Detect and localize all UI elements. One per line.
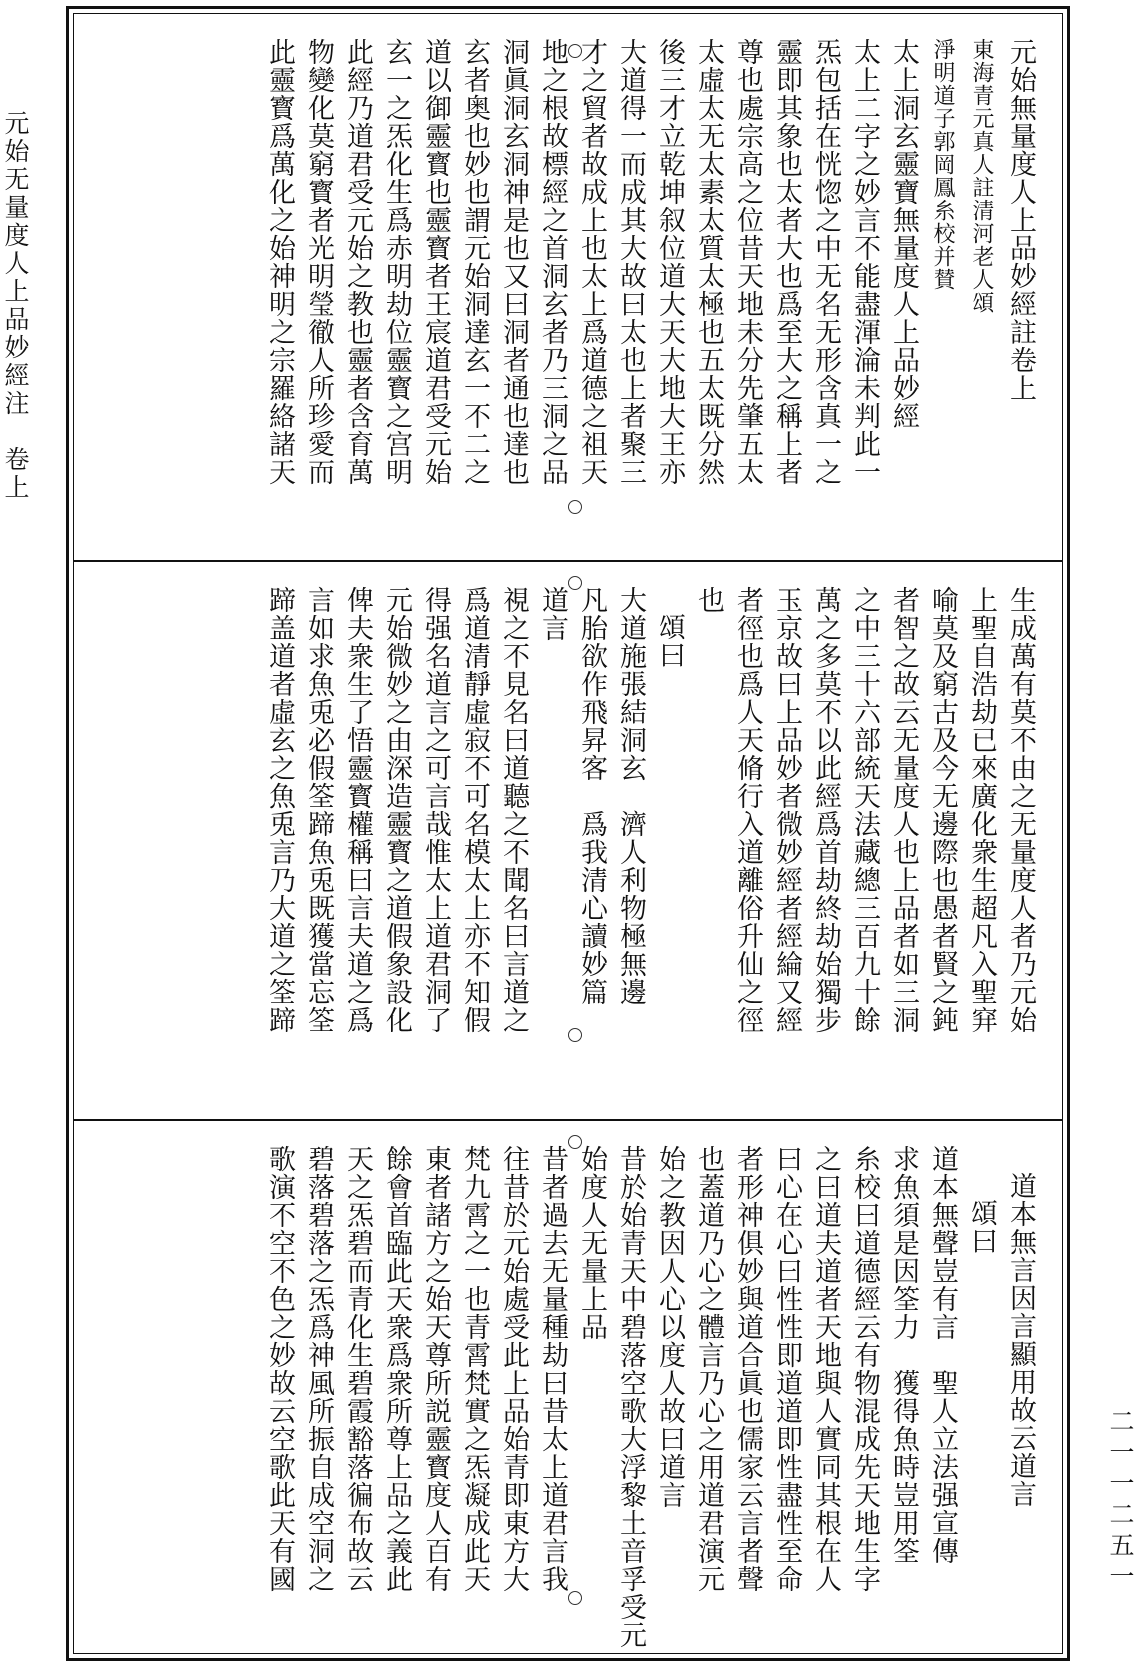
text-column: 此靈寳爲萬化之始神明之宗羅絡諸天 [264,38,295,486]
text-column: 往昔於元始處受此上品始青即東方大 [498,1145,529,1593]
text-column: 頌曰 [654,613,685,669]
text-column: 歌演不空不色之妙故云空歌此天有國 [264,1145,295,1593]
text-column: 此經乃道君受元始之教也靈者含育萬 [342,38,373,486]
text-column: 太上洞玄靈寶無量度人上品妙經 [888,38,919,430]
text-column: 洞眞洞玄洞神是也又曰洞者通也達也 [498,38,529,486]
text-column: 上聖自浩劫已來廣化衆生超凡入聖穽 [966,586,997,1034]
text-column: 物變化莫窮寳者光明瑩徹人所珍愛而 [303,38,334,486]
text-columns [96,38,1040,544]
text-column: 道本無言因言顯用故云道言 [1005,1172,1036,1508]
text-column: 道以御靈寳也靈寳者王宸道君受元始 [420,38,451,486]
text-column: 也蓋道乃心之體言乃心之用道君演元 [693,1145,724,1593]
text-column: 後三才立乾坤叙位道大天大地大王亦 [654,38,685,486]
text-column: 之曰道夫道者天地與人實同其根在人 [810,1145,841,1593]
page-frame [66,6,1070,1661]
text-column: 元始無量度人上品妙經註卷上 [1005,38,1036,402]
text-column: 始之教因人心以度人故曰道言 [654,1145,685,1509]
text-column: 言如求魚兎必假筌蹄魚兎既獲當忘筌 [303,586,334,1034]
register-top [74,14,1062,562]
text-column: 凡胎欲作飛昇客 爲我清心讀妙篇 [576,586,607,1006]
text-column: 玄一之炁化生爲赤明劫位靈寳之宫明 [381,38,412,486]
text-column: 才之貿者故成上也太上爲道德之祖天 [576,38,607,486]
text-column: 者徑也爲人天脩行入道離俗升仙之徑 [732,586,763,1034]
text-column: 東海青元真人註清河老人頌 [969,38,994,314]
text-column: 得强名道言之可言哉惟太上道君洞了 [420,586,451,1034]
text-column: 萬之多莫不以此經爲首劫終劫始獨步 [810,586,841,1034]
text-column: 蹄盖道者虛玄之魚兎言乃大道之筌蹄 [264,586,295,1034]
text-column: 者形神俱妙與道合眞也儒家云言者聲 [732,1145,763,1593]
text-column: 東者諸方之始天尊所説靈寳度人百有 [420,1145,451,1593]
text-column: 太上二字之妙言不能盡渾淪未判此一 [849,38,880,486]
register-bottom [74,1121,1062,1658]
page-frame-inner [73,13,1063,1654]
text-column: 太虛太无太素太質太極也五太既分然 [693,38,724,486]
register-middle [74,562,1062,1121]
text-column: 餘會首臨此天衆爲衆所尊上品之義此 [381,1145,412,1593]
text-column: 也 [693,586,724,614]
text-column: 視之不見名曰道聽之不聞名曰言道之 [498,586,529,1034]
text-column: 生成萬有莫不由之无量度人者乃元始 [1005,586,1036,1034]
text-column: 求魚須是因筌力 獲得魚時豈用筌 [888,1145,919,1565]
text-column: 糸校曰道德經云有物混成先天地生字 [849,1145,880,1593]
text-columns [96,1145,1040,1649]
text-column: 俾夫衆生了悟靈寳權稱曰言夫道之爲 [342,586,373,1034]
text-column: 之中三十六部統天法藏總三百九十餘 [849,586,880,1034]
text-column: 梵九霄之一也青霄梵實之炁凝成此天 [459,1145,490,1593]
text-column: 玉京故曰上品妙者微妙經者經綸又經 [771,586,802,1034]
text-column: 尊也處宗高之位昔天地未分先肇五太 [732,38,763,486]
text-column: 玄者奥也妙也謂元始洞達玄一不二之 [459,38,490,486]
text-column: 者智之故云无量度人也上品者如三洞 [888,586,919,1034]
text-column: 始度人无量上品 [576,1145,607,1341]
text-column: 天之炁碧而青化生碧霞豁落徧布故云 [342,1145,373,1593]
margin-title: 元始无量度人上品妙經注 卷上 [1,110,30,502]
text-column: 地之根故標經之首洞玄者乃三洞之品 [537,38,568,486]
text-column: 喻莫及窮古及今无邊際也愚者賢之鈍 [927,586,958,1034]
text-column: 昔者過去无量種劫曰昔太上道君言我 [537,1145,568,1593]
text-column: 大道施張結洞玄 濟人利物極無邊 [615,586,646,1006]
text-column: 頌曰 [966,1199,997,1255]
text-column: 淨明道子郭岡鳳糸校并賛 [930,38,955,291]
text-column: 道本無聲豈有言 聖人立法强宣傳 [927,1145,958,1565]
text-column: 昔於始青天中碧落空歌大浮黎土音孚受元 [615,1145,646,1649]
text-column: 炁包括在恍惚之中无名无形含真一之 [810,38,841,486]
text-column: 曰心在心曰性性即道道即性盡性至命 [771,1145,802,1593]
text-column: 靈即其象也太者大也爲至大之稱上者 [771,38,802,486]
text-column: 大道得一而成其大故曰太也上者聚三 [615,38,646,486]
text-column: 碧落碧落之炁爲神風所振自成空洞之 [303,1145,334,1593]
text-column: 元始微妙之由深造靈寳之道假象設化 [381,586,412,1034]
page-number: 二一一二五一 [1106,1408,1135,1594]
text-column: 爲道清靜虛寂不可名模太上亦不知假 [459,586,490,1034]
text-columns [96,586,1040,1103]
text-column: 道言 [537,586,568,642]
